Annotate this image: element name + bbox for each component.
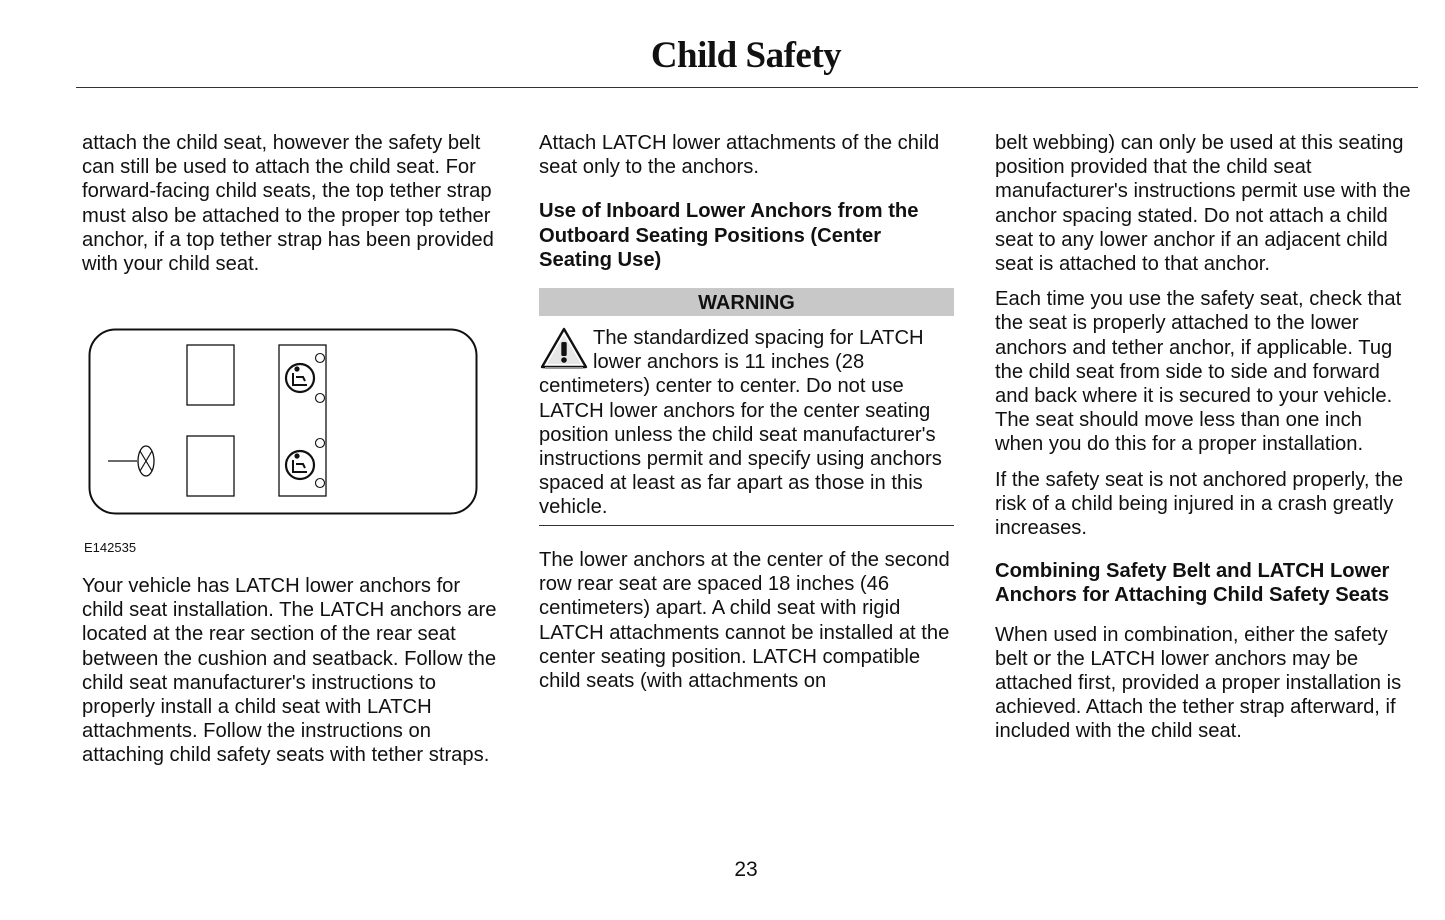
steering-wheel-icon: [108, 446, 154, 476]
page-number: 23: [734, 858, 758, 881]
column-1-lower: [82, 574, 500, 768]
title-divider: [76, 87, 1418, 88]
warning-label: WARNING: [539, 288, 954, 316]
figure-caption: E142535: [84, 540, 137, 555]
anchor-point: [316, 394, 325, 403]
col1-paragraph-2: Your vehicle has LATCH lower anchors for child seat installation. The LATCH anchors are located at the rear section of the rear seat between the cushion and seatback. Follow the child seat manufacturer's instructions to properly install a child seat with LATCH attachments. Follow the instructions on attaching child safety seats with tether straps.: [82, 575, 497, 767]
column-3: [995, 131, 1413, 744]
front-seat-left: [187, 436, 234, 496]
col3-subheading: Combining Safety Belt and LATCH Lower Anchors for Attaching Child Safety Seats: [995, 560, 1390, 607]
latch-anchor-diagram: [88, 328, 478, 516]
column-1: [82, 131, 500, 276]
col3-paragraph-1: belt webbing) can only be used at this seating position provided that the child seat manufacturer's instructions permit use with the anchor spacing stated. Do not attach a child seat to any lower anchor if an adjacent child seat is attached to that anchor.: [995, 132, 1411, 276]
col2-subheading: Use of Inboard Lower Anchors from the Outboard Seating Positions (Center Seating Use): [539, 200, 919, 271]
warning-block: [539, 326, 954, 520]
child-seat-icon: [286, 364, 314, 392]
col3-paragraph-2: Each time you use the safety seat, check that the seat is properly attached to the lower anchors and tether anchor, if applicable. Tug the child seat from side to side and forward and back where it is secured to your vehicle. The seat should move less than one inch when you do this for a proper installation.: [995, 288, 1402, 456]
col3-paragraph-3: If the safety seat is not anchored properly, the risk of a child being injured in a crash greatly increases.: [995, 468, 1404, 540]
anchor-point: [316, 439, 325, 448]
col3-paragraph-4: When used in combination, either the safety belt or the LATCH lower anchors may be attached first, provided a proper installation is achieved. Attach the tether strap afterward, if included with the child seat.: [995, 623, 1402, 743]
warning-text: The standardized spacing for LATCH lower anchors is 11 inches (28 centimeters) center to center. Do not use LATCH lower anchors for the center seating position unless the child seat manufacturer's instructions permit and specify using anchors spaced at least as far apart as those in this vehicle.: [539, 327, 942, 519]
warning-end-divider: [539, 525, 954, 526]
rear-seat-bench: [279, 345, 326, 496]
warning-triangle-icon: [539, 326, 589, 370]
page-title: Child Safety: [650, 35, 842, 76]
anchor-point: [316, 354, 325, 363]
column-2-lower: [539, 548, 954, 693]
vehicle-outline: [90, 330, 477, 514]
col2-paragraph-1: Attach LATCH lower attachments of the child seat only to the anchors.: [539, 132, 940, 179]
front-seat-right: [187, 345, 234, 405]
child-seat-icon: [286, 451, 314, 479]
col2-paragraph-2: The lower anchors at the center of the second row rear seat are spaced 18 inches (46 centimeters) apart. A child seat with rigid LATCH attachments cannot be installed at the center seating position. LATCH compatible child seats (with attachments on: [539, 549, 950, 693]
col1-paragraph-1: attach the child seat, however the safety belt can still be used to attach the child seat. For forward-facing child seats, the top tether strap must also be attached to the proper top tether anchor, if a top tether strap has been provided with your child seat.: [82, 132, 494, 276]
column-2: [539, 131, 954, 272]
anchor-point: [316, 479, 325, 488]
